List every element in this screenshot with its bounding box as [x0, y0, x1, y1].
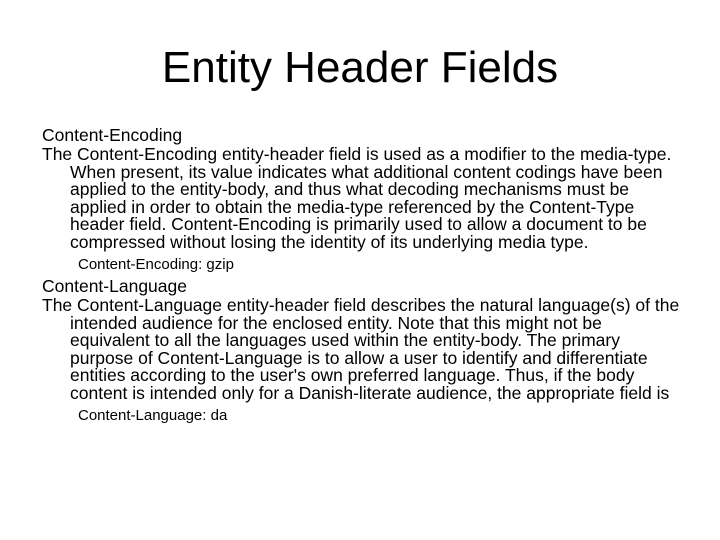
section-paragraph: The Content-Encoding entity-header field is used as a modifier to the media-type. When present, its value indicates what additional content codings have been applied to the entity-body, and thus what decoding mechanisms must be applied in order to obtain the media-type referenced by the Content-Type header field. Content-Encoding is primarily used to allow a document to be compressed without losing the identity of its underlying media type.: [42, 144, 672, 252]
section-heading: Content-Language: [42, 276, 187, 296]
slide-title: Entity Header Fields: [161, 43, 559, 92]
header-example: Content-Encoding: gzip: [78, 256, 234, 273]
section-heading: Content-Encoding: [42, 125, 183, 145]
section-paragraph: The Content-Language entity-header field describes the natural language(s) of the intended audience for the enclosed entity. Note that this might not be equivalent to all the languages used within the entity-body. The primary purpose of Content-Language is to allow a user to identify and differentiate entities according to the user's own preferred language. Thus, if the body content is intended only for a Danish-literate audience, the appropriate field is: [42, 295, 680, 403]
section-content-encoding: [42, 126, 682, 274]
header-example: Content-Language: da: [78, 407, 228, 424]
slide-content: [42, 126, 682, 425]
section-content-language: [42, 277, 682, 425]
